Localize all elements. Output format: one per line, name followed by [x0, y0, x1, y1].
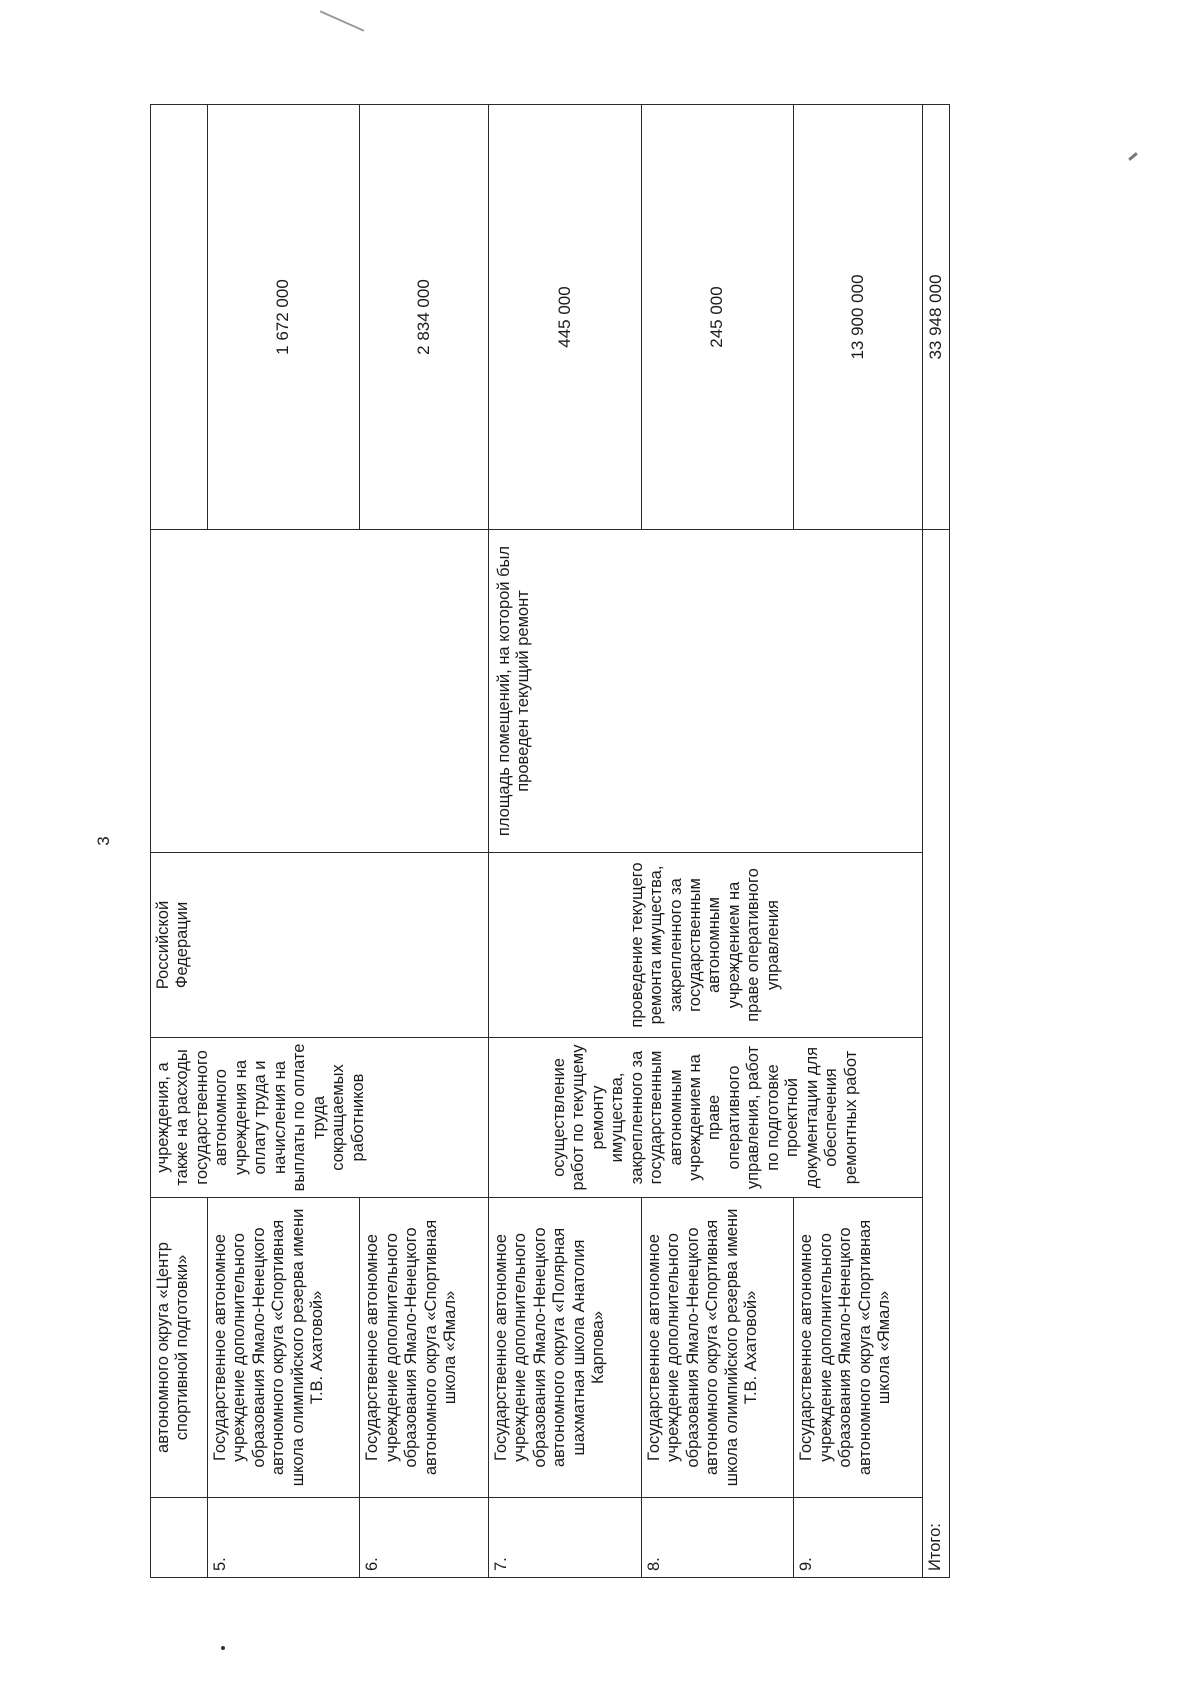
subsidy-table	[150, 105, 950, 1578]
row-number-cell	[151, 1498, 208, 1578]
row-number: 7.	[488, 1498, 641, 1578]
table-row	[488, 105, 641, 1578]
table-row-total	[923, 105, 950, 1578]
recipient-name: Государственное автономное учреждение дополнительного образования Ямало-Ненецкого автономного округа «Спортивная школа олимпийского резерва имени Т.В. Ахатовой»	[207, 1198, 360, 1498]
recipient-name: Государственное автономное учреждение дополнительного образования Ямало-Ненецкого автономного округа «Спортивная школа «Ямал»	[360, 1198, 489, 1498]
subsidy-amount: 245 000	[641, 105, 794, 530]
row-number: 9.	[794, 1498, 923, 1578]
subsidy-amount: 2 834 000	[360, 105, 489, 530]
total-amount: 33 948 000	[923, 105, 950, 530]
repair-purpose-cell: осуществление работ по текущему ремонту имущества, закрепленного за государственным автономным учреждением на праве оперативного управления, работ по подготовке проектной документации для обеспечения ремонтных работ	[488, 1038, 922, 1198]
subsidy-amount: 13 900 000	[794, 105, 923, 530]
repair-result-cell: проведение текущего ремонта имущества, закрепленного за государственным автономным учреждением на праве оперативного управления	[488, 853, 922, 1038]
subsidy-amount: 445 000	[488, 105, 641, 530]
amount-cell	[151, 105, 208, 530]
repair-indicator-cell: площадь помещений, на которой был проведен текущий ремонт	[488, 530, 922, 853]
purpose-cell: учреждения, а также на расходы государственного автономного учреждения на оплату труда и начисления на выплаты по оплате труда сокращаемых работников	[151, 1038, 489, 1198]
page-number: 3	[94, 836, 113, 846]
scan-artifact-side	[1128, 152, 1138, 161]
total-label: Итого:	[923, 530, 950, 1578]
subsidy-amount: 1 672 000	[207, 105, 360, 530]
scan-artifact-dot	[221, 1646, 225, 1650]
recipient-name-cell: автономного округа «Центр спортивной подготовки»	[151, 1198, 208, 1498]
scan-artifact-top	[320, 10, 365, 31]
recipient-name: Государственное автономное учреждение дополнительного образования Ямало-Ненецкого автономного округа «Спортивная школа «Ямал»	[794, 1198, 923, 1498]
recipient-name: Государственное автономное учреждение дополнительного образования Ямало-Ненецкого автономного округа «Спортивная школа олимпийского резерва имени Т.В. Ахатовой»	[641, 1198, 794, 1498]
row-number: 8.	[641, 1498, 794, 1578]
row-number: 6.	[360, 1498, 489, 1578]
basis-cell: Российской Федерации	[151, 853, 489, 1038]
row-number: 5.	[207, 1498, 360, 1578]
indicator-cell	[151, 530, 489, 853]
table-row-header-continuation	[151, 105, 208, 1578]
recipient-name: Государственное автономное учреждение дополнительного образования Ямало-Ненецкого автономного округа «Полярная шахматная школа Анатолия Карпова»	[488, 1198, 641, 1498]
